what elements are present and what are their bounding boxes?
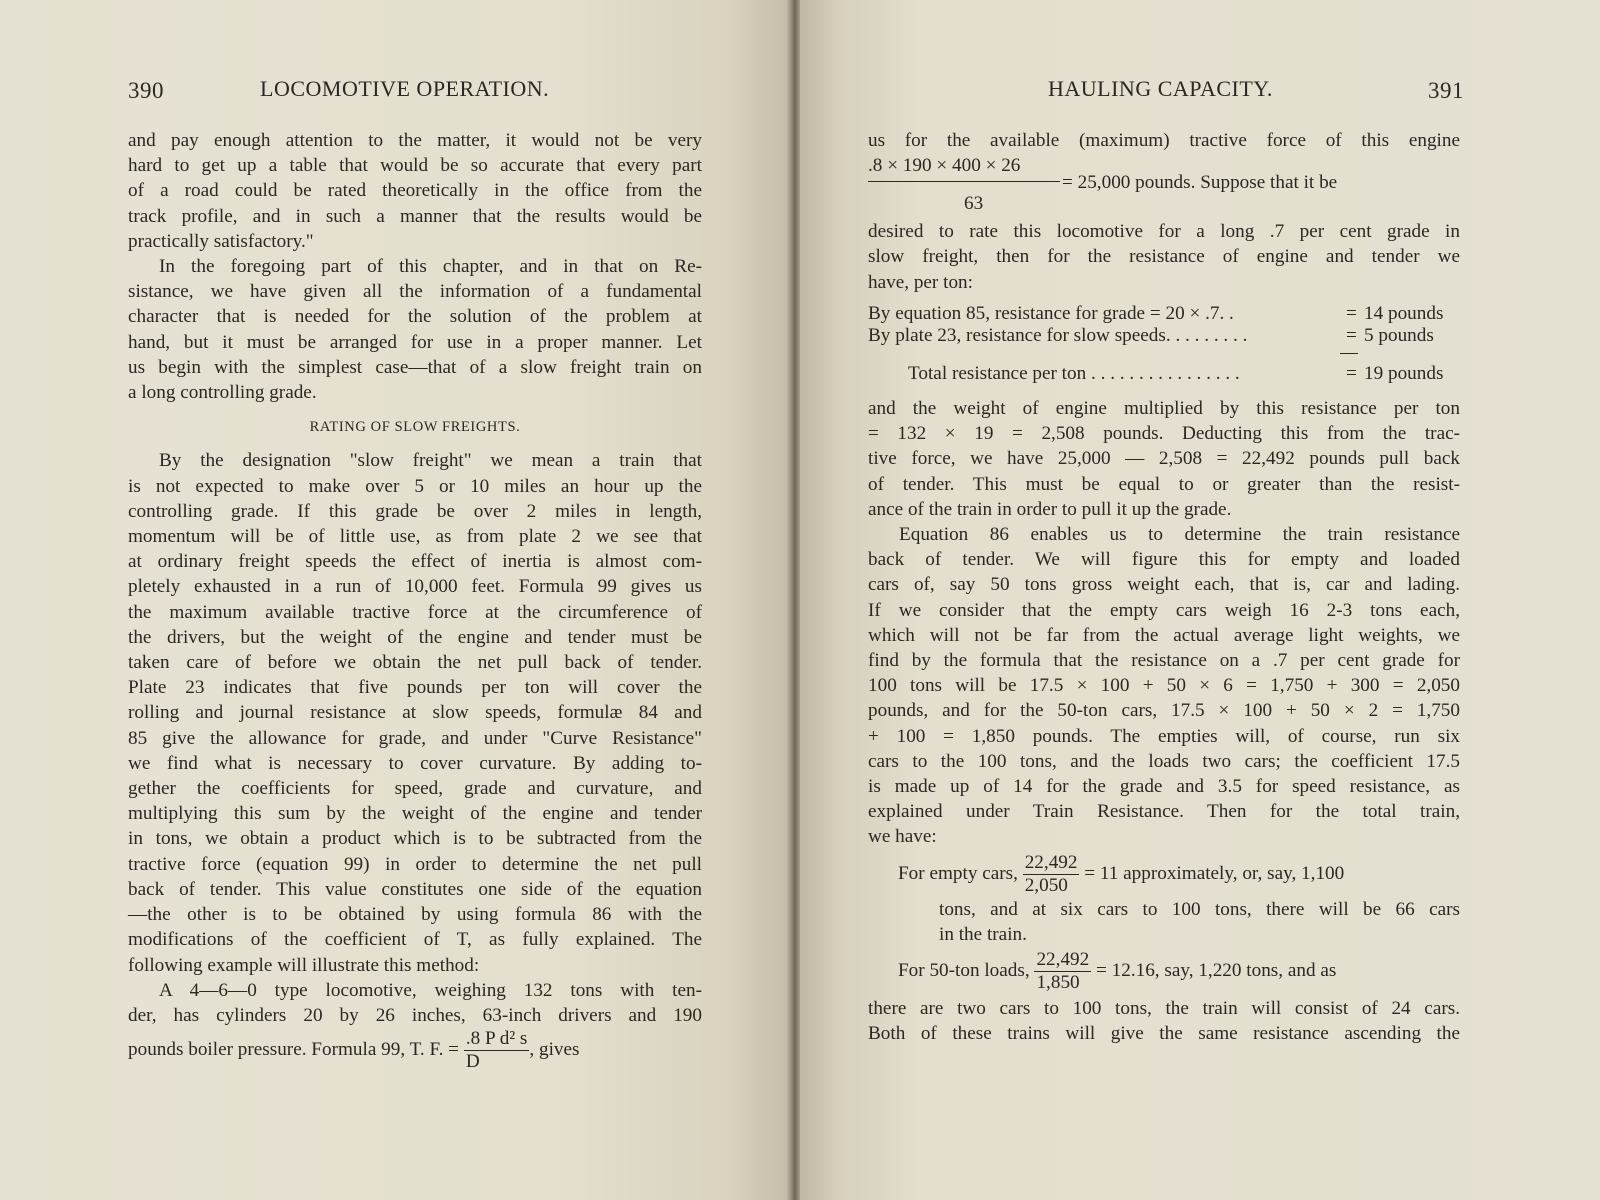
text-line: of tender. This must be equal to or greater than the resist- [868, 473, 1460, 495]
sum-rule [1340, 353, 1358, 354]
text-line: practically satisfactory." [128, 230, 314, 252]
text-line: By the designation "slow freight" we mean a train that [159, 450, 702, 472]
formula-fraction [464, 1028, 530, 1073]
text-line: Both of these trains will give the same resistance ascending the [868, 1023, 1460, 1045]
formula-tail: , gives [529, 1039, 580, 1061]
text-line: gether the coefficients for speed, grade and curvature, and [128, 778, 702, 800]
resistance-row [868, 303, 1460, 325]
text-line: rolling and journal resistance at slow speeds, formulæ 84 and [128, 702, 702, 724]
resistance-table [868, 303, 1460, 347]
text-line: back of tender. We will figure this for empty and loaded [868, 549, 1460, 571]
text-line: back of tender. This value constitutes one side of the equation [128, 878, 702, 900]
line-1: us for the available (maximum) tractive force of this engine [868, 130, 1460, 151]
resistance-value: 14 pounds [1364, 302, 1444, 324]
resistance-label: By plate 23, resistance for slow speeds. . . . . . . . . [868, 324, 1248, 346]
empty-numerator: 22,492 [1024, 851, 1078, 873]
text-line: at ordinary freight speeds the effect of inertia is almost com- [128, 551, 702, 573]
resistance-row [868, 325, 1460, 347]
text-line: multiplying this sum by the weight of the engine and tender [128, 803, 702, 825]
page-number-right: 391 [1428, 78, 1464, 103]
para-2 [868, 396, 1460, 522]
text-line: pounds, and for the 50-ton cars, 17.5 × 100 + 50 × 2 = 1,750 [868, 700, 1460, 722]
empty-continuation [868, 897, 1460, 947]
text-line: explained under Train Resistance. Then for the total train, [868, 801, 1460, 823]
text-line: the drivers, but the weight of the engine and tender must be [128, 626, 702, 648]
running-head-left: LOCOMOTIVE OPERATION. [260, 76, 550, 101]
text-line: —the other is to be obtained by using formula 86 with the [128, 904, 702, 926]
text-line: of a road could be rated theoretically in the office from the [128, 180, 702, 202]
total-row [868, 361, 1460, 386]
text-line: If we consider that the empty cars weigh 16 2-3 tons each, [868, 599, 1460, 621]
text-line: Equation 86 enables us to determine the train resistance [899, 524, 1460, 546]
text-line: tractive force (equation 99) in order to determine the net pull [128, 853, 702, 875]
text-line: cars to the 100 tons, and the loads two cars; the coefficient 17.5 [868, 750, 1460, 772]
loaded-fraction [1034, 949, 1091, 994]
text-line: tive force, we have 25,000 — 2,508 = 22,492 pounds pull back [868, 448, 1460, 470]
text-line: character that is needed for the solution of the problem at [128, 306, 702, 328]
formula-lead: pounds boiler pressure. Formula 99, T. F. = [128, 1039, 460, 1061]
text-line: In the foregoing part of this chapter, and in that on Re- [159, 256, 702, 278]
text-line: hard to get up a table that would be so accurate that every part [128, 155, 702, 177]
text-line: following example will illustrate this method: [128, 954, 480, 976]
text-line: desired to rate this locomotive for a long .7 per cent grade in [868, 221, 1460, 243]
text-line: there are two cars to 100 tons, the train will consist of 24 cars. [868, 998, 1460, 1020]
calc-numerator: .8 × 190 × 400 × 26 [868, 155, 1021, 177]
text-line: tons, and at six cars to 100 tons, there will be 66 cars [939, 898, 1460, 920]
text-line: 100 tons will be 17.5 × 100 + 50 × 6 = 1,750 + 300 = 2,050 [868, 675, 1460, 697]
formula-line [128, 1028, 702, 1073]
text-line: find by the formula that the resistance on a .7 per cent grade for [868, 650, 1460, 672]
para-3 [868, 522, 1460, 850]
text-line: hand, but it must be arranged for use in a proper manner. Let [128, 331, 702, 353]
empty-tail: = 11 approximately, or, say, 1,100 [1084, 862, 1345, 884]
text-line: pletely exhausted in a run of 10,000 feet. Formula 99 gives us [128, 576, 702, 598]
text-line: sistance, we have given all the information of a fundamental [128, 281, 702, 303]
total-label: Total resistance per ton . . . . . . . . . . . . . . . . [908, 362, 1240, 384]
calc-denominator: 63 [964, 193, 984, 215]
para-1 [128, 128, 702, 254]
empty-lead: For empty cars, [898, 862, 1018, 884]
calc-block [868, 153, 1460, 213]
text-line: we have: [868, 826, 937, 848]
page-number-left: 390 [128, 78, 164, 103]
text-line: taken care of before we obtain the net pull back of tender. [128, 652, 702, 674]
text-line: in the train. [939, 923, 1027, 945]
empty-denominator: 2,050 [1023, 874, 1080, 897]
resistance-eq: = [1346, 302, 1357, 324]
text-line: which will not be far from the actual average light weights, we [868, 624, 1460, 646]
text-line: der, has cylinders 20 by 26 inches, 63-inch drivers and 190 [128, 1004, 702, 1026]
text-line: + 100 = 1,850 pounds. The empties will, of course, run six [868, 725, 1460, 747]
text-line: momentum will be of little use, as from plate 2 we see that [128, 526, 702, 548]
calc-result: = 25,000 pounds. Suppose that it be [1062, 172, 1338, 194]
loaded-cars-line [868, 949, 1460, 994]
text-line: the maximum available tractive force at the circumference of [128, 601, 702, 623]
resistance-eq: = [1346, 324, 1357, 346]
text-line: modifications of the coefficient of T, as fully explained. The [128, 929, 702, 951]
loaded-numerator: 22,492 [1036, 949, 1090, 971]
text-line: Plate 23 indicates that five pounds per ton will cover the [128, 677, 702, 699]
formula-denominator: D [464, 1050, 530, 1073]
text-line: we find what is necessary to cover curvature. By adding to- [128, 752, 702, 774]
resistance-value: 5 pounds [1364, 324, 1434, 346]
text-line: slow freight, then for the resistance of engine and tender we [868, 246, 1460, 268]
text-line: cars of, say 50 tons gross weight each, that is, car and lading. [868, 574, 1460, 596]
loaded-denominator: 1,850 [1034, 971, 1091, 994]
text-line: = 132 × 19 = 2,508 pounds. Deducting this from the trac- [868, 423, 1460, 445]
loaded-tail: = 12.16, say, 1,220 tons, and as [1096, 959, 1337, 981]
text-line: is made up of 14 for the grade and 3.5 for speed resistance, as [868, 776, 1460, 798]
text-line: controlling grade. If this grade be over 2 miles in length, [128, 500, 702, 522]
para-2 [128, 254, 702, 405]
total-value: 19 pounds [1364, 362, 1444, 384]
right-body-text [868, 128, 1460, 1046]
sum-rule-row [868, 347, 1460, 361]
calc-rule [868, 181, 1060, 182]
resistance-label: By equation 85, resistance for grade = 20 × .7. . [868, 302, 1234, 324]
text-line: is not expected to make over 5 or 10 miles an hour up the [128, 475, 702, 497]
para-3 [128, 448, 702, 977]
text-line: ance of the train in order to pull it up the grade. [868, 498, 1232, 520]
para-1 [868, 219, 1460, 295]
left-page [0, 0, 790, 1200]
text-line: 85 give the allowance for grade, and under "Curve Resistance" [128, 727, 702, 749]
loaded-lead: For 50-ton loads, [898, 959, 1030, 981]
text-line: and the weight of engine multiplied by this resistance per ton [868, 398, 1460, 420]
para-4 [868, 996, 1460, 1046]
running-head-right: HAULING CAPACITY. [1048, 76, 1273, 101]
empty-cars-line [868, 852, 1460, 897]
left-body-text [128, 128, 702, 1073]
section-heading: RATING OF SLOW FREIGHTS. [309, 419, 521, 436]
total-eq: = [1346, 362, 1357, 384]
text-line: and pay enough attention to the matter, it would not be very [128, 130, 702, 151]
formula-numerator: .8 P d² s [465, 1028, 528, 1050]
text-line: track profile, and in such a manner that the results would be [128, 205, 702, 227]
text-line: A 4—6—0 type locomotive, weighing 132 tons with ten- [159, 979, 702, 1001]
para-4 [128, 978, 702, 1028]
text-line: have, per ton: [868, 271, 973, 293]
text-line: us begin with the simplest case—that of a slow freight train on [128, 356, 702, 378]
empty-fraction [1023, 852, 1080, 897]
text-line: in tons, we obtain a product which is to be subtracted from the [128, 828, 702, 850]
right-page [800, 0, 1600, 1200]
text-line: a long controlling grade. [128, 382, 317, 404]
